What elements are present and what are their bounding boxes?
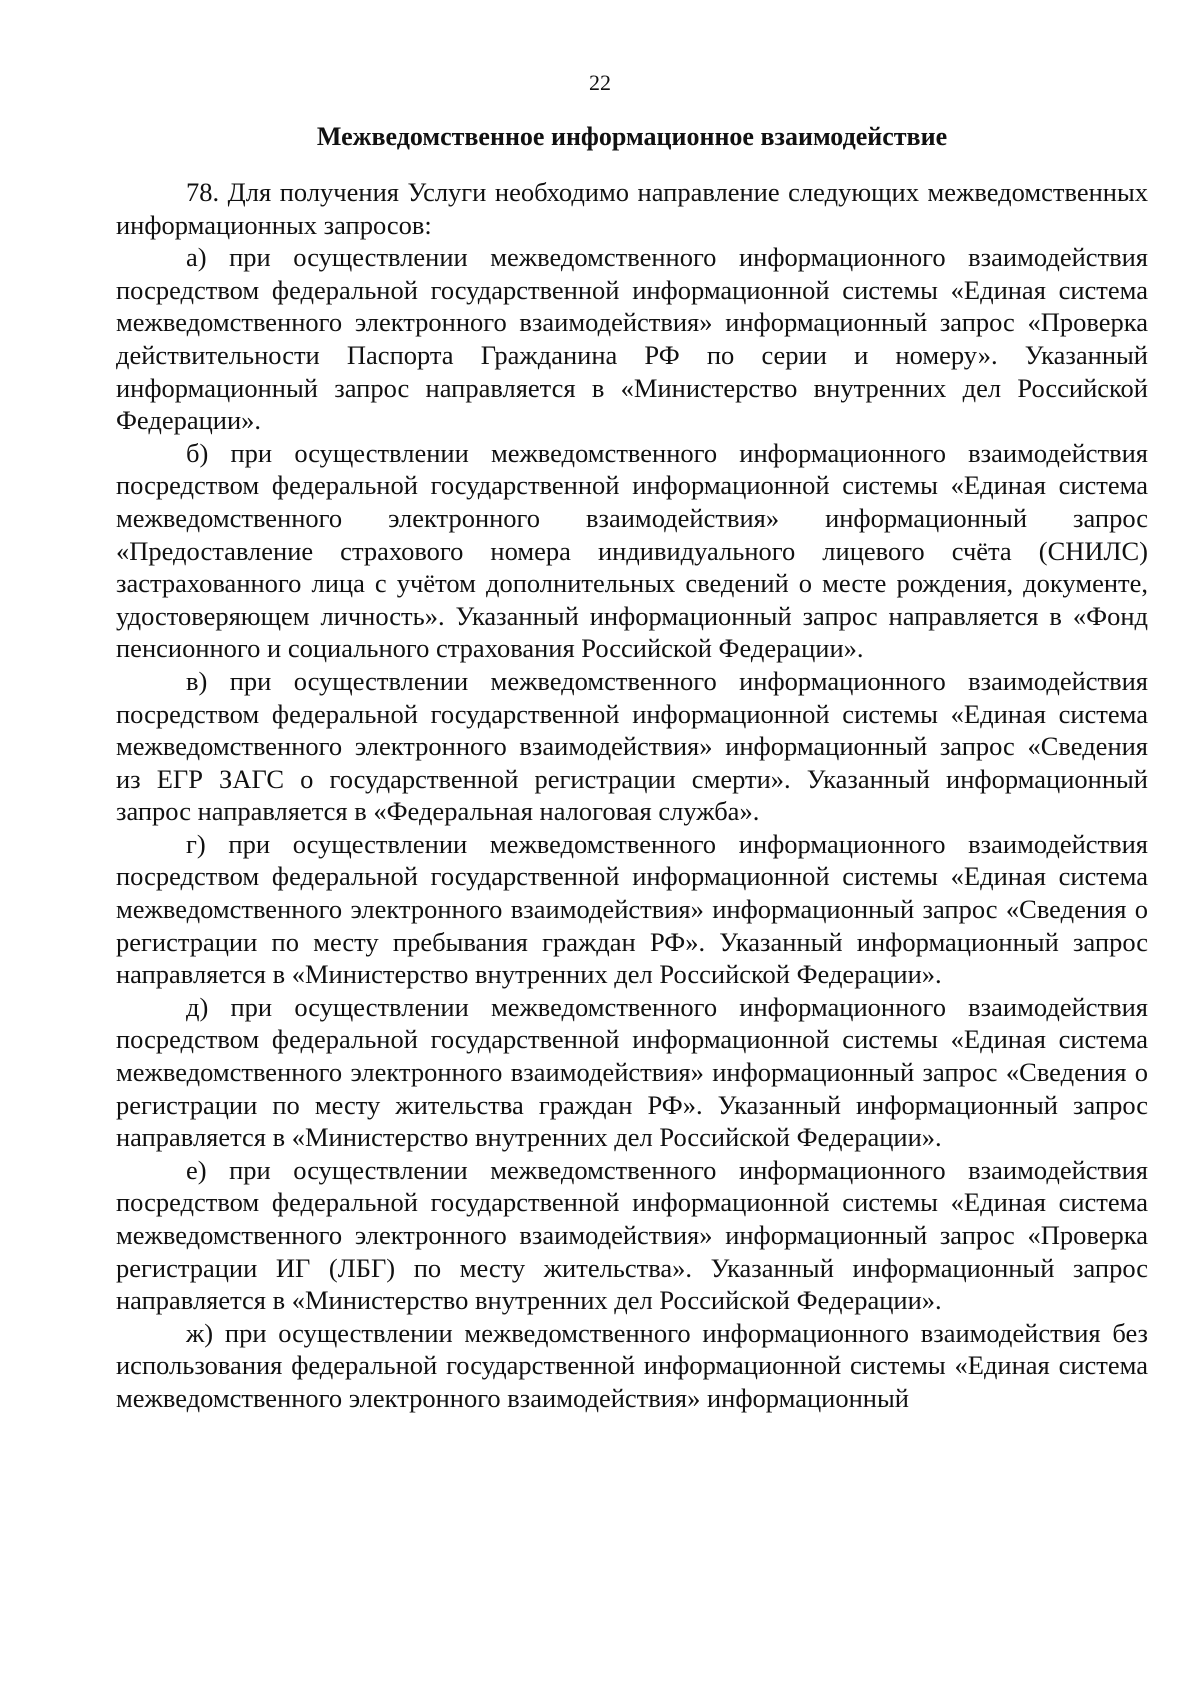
- page-number: 22: [589, 70, 611, 95]
- paragraph-item-zh: ж) при осуществлении межведомственного информационного взаимодействия без использования федеральной государственной информационной системы «Единая система межведомственного электронного взаимодействия» информационный: [116, 1317, 1148, 1413]
- paragraph-item-g: г) при осуществлении межведомственного информационного взаимодействия посредством федеральной государственной информационной системы «Единая система межведомственного электронного взаимодействия» информационный запрос «Сведения о регистрации по месту пребывания граждан РФ». Указанный информационный запрос направляется в «Министерство внутренних дел Российской Федерации».: [116, 828, 1148, 990]
- paragraph-item-d: д) при осуществлении межведомственного информационного взаимодействия посредством федеральной государственной информационной системы «Единая система межведомственного электронного взаимодействия» информационный запрос «Сведения о регистрации по месту жительства граждан РФ». Указанный информационный запрос направляется в «Министерство внутренних дел Российской Федерации».: [116, 991, 1148, 1153]
- body-text: [116, 176, 1148, 1415]
- section-heading: Межведомственное информационное взаимодействие: [316, 122, 948, 151]
- paragraph-item-b: б) при осуществлении межведомственного информационного взаимодействия посредством федеральной государственной информационной системы «Единая система межведомственного электронного взаимодействия» информационный запрос «Предоставление страхового номера индивидуального лицевого счёта (СНИЛС) застрахованного лица с учётом дополнительных сведений о месте рождения, документе, удостоверяющем личность». Указанный информационный запрос направляется в «Фонд пенсионного и социального страхования Российской Федерации».: [116, 437, 1148, 664]
- paragraph-78-intro: 78. Для получения Услуги необходимо направление следующих межведомственных информационных запросов:: [116, 177, 1148, 240]
- paragraph-item-v: в) при осуществлении межведомственного информационного взаимодействия посредством федеральной государственной информационной системы «Единая система межведомственного электронного взаимодействия» информационный запрос «Сведения из ЕГР ЗАГС о государственной регистрации смерти». Указанный информационный запрос направляется в «Федеральная налоговая служба».: [116, 665, 1148, 827]
- paragraph-item-a: а) при осуществлении межведомственного информационного взаимодействия посредством федеральной государственной информационной системы «Единая система межведомственного электронного взаимодействия» информационный запрос «Проверка действительности Паспорта Гражданина РФ по серии и номеру». Указанный информационный запрос направляется в «Министерство внутренних дел Российской Федерации».: [116, 242, 1148, 436]
- paragraph-item-e: е) при осуществлении межведомственного информационного взаимодействия посредством федеральной государственной информационной системы «Единая система межведомственного электронного взаимодействия» информационный запрос «Проверка регистрации ИГ (ЛБГ) по месту жительства». Указанный информационный запрос направляется в «Министерство внутренних дел Российской Федерации».: [116, 1154, 1148, 1316]
